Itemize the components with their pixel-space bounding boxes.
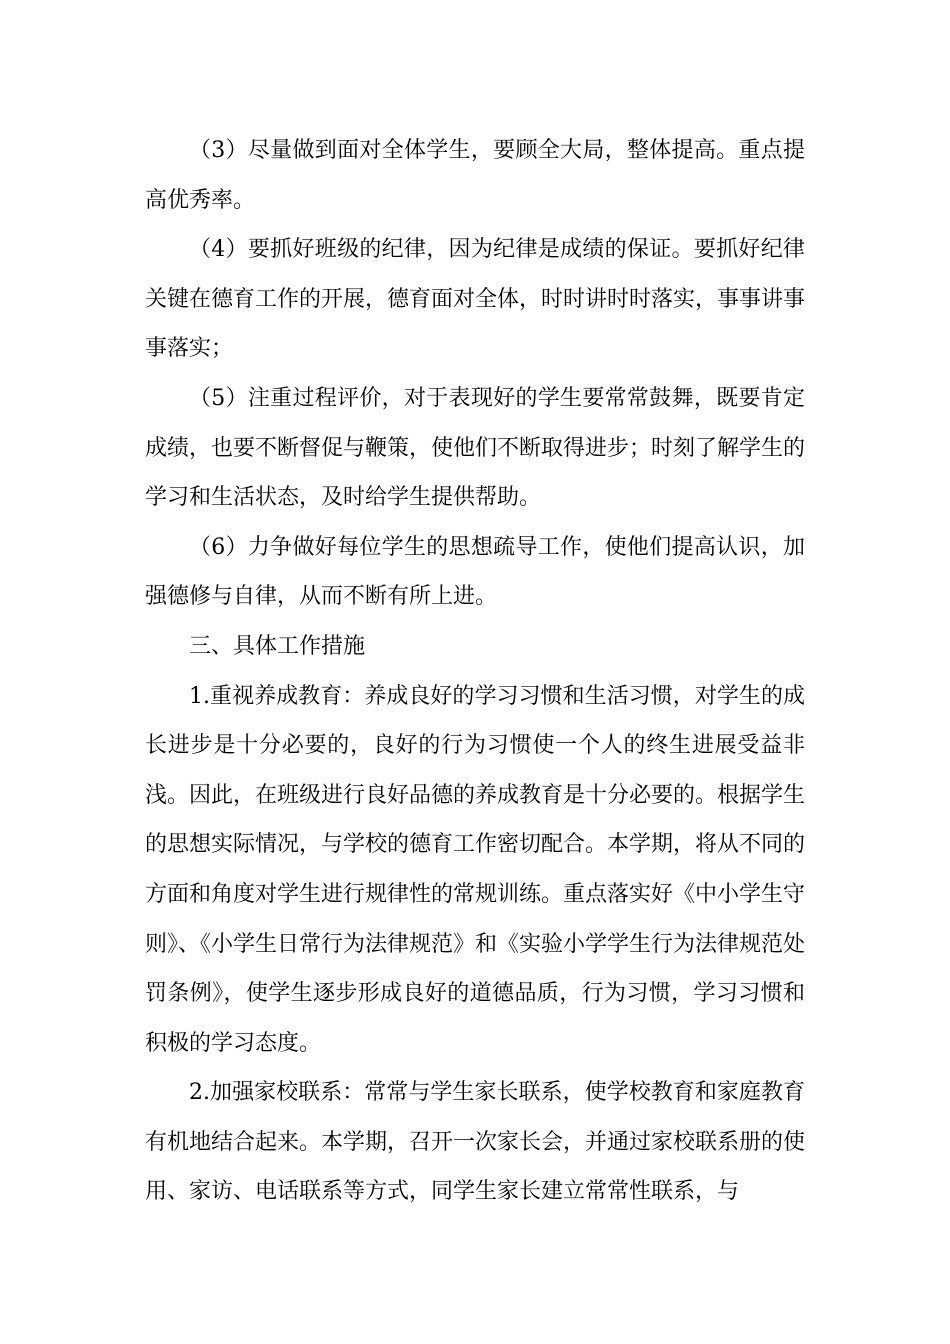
- paragraph-measure-1: 1.重视养成教育：养成良好的学习习惯和生活习惯，对学生的成长进步是十分必要的，良好的行为习惯使一个人的终生进展受益非浅。因此，在班级进行良好品德的养成教育是十分必要的。根据学生的思想实际情况，与学校的德育工作密切配合。本学期，将从不同的方面和角度对学生进行规律性的常规训练。重点落实好《中小学生守则》、《小学生日常行为法律规范》和《实验小学学生行为法律规范处罚条例》，使学生逐步形成良好的道德品质，行为习惯，学习习惯和积极的学习态度。: [145, 683, 806, 1056]
- paragraph-requirement-4: （4）要抓好班级的纪律，因为纪律是成绩的保证。要抓好纪律关键在德育工作的开展，德育面对全体，时时讲时时落实，事事讲事事落实；: [145, 237, 806, 362]
- paragraph-requirement-3: （3）尽量做到面对全体学生，要顾全大局，整体提高。重点提高优秀率。: [145, 138, 805, 213]
- paragraph-measure-2: 2.加强家校联系：常常与学生家长联系，使学校教育和家庭教育有机地结合起来。本学期，召开一次家长会，并通过家校联系册的使用、家访、电话联系等方式，同学生家长建立常常性联系，与: [145, 1080, 806, 1205]
- document-body: [145, 126, 805, 1217]
- paragraph-requirement-5: （5）注重过程评价，对于表现好的学生要常常鼓舞，既要肯定成绩，也要不断督促与鞭策，使他们不断取得进步；时刻了解学生的学习和生活状态，及时给学生提供帮助。: [145, 385, 806, 511]
- section-heading: 三、具体工作措施: [189, 633, 366, 659]
- paragraph-requirement-6: （6）力争做好每位学生的思想疏导工作，使他们提高认识，加强德修与自律，从而不断有所上进。: [145, 534, 805, 610]
